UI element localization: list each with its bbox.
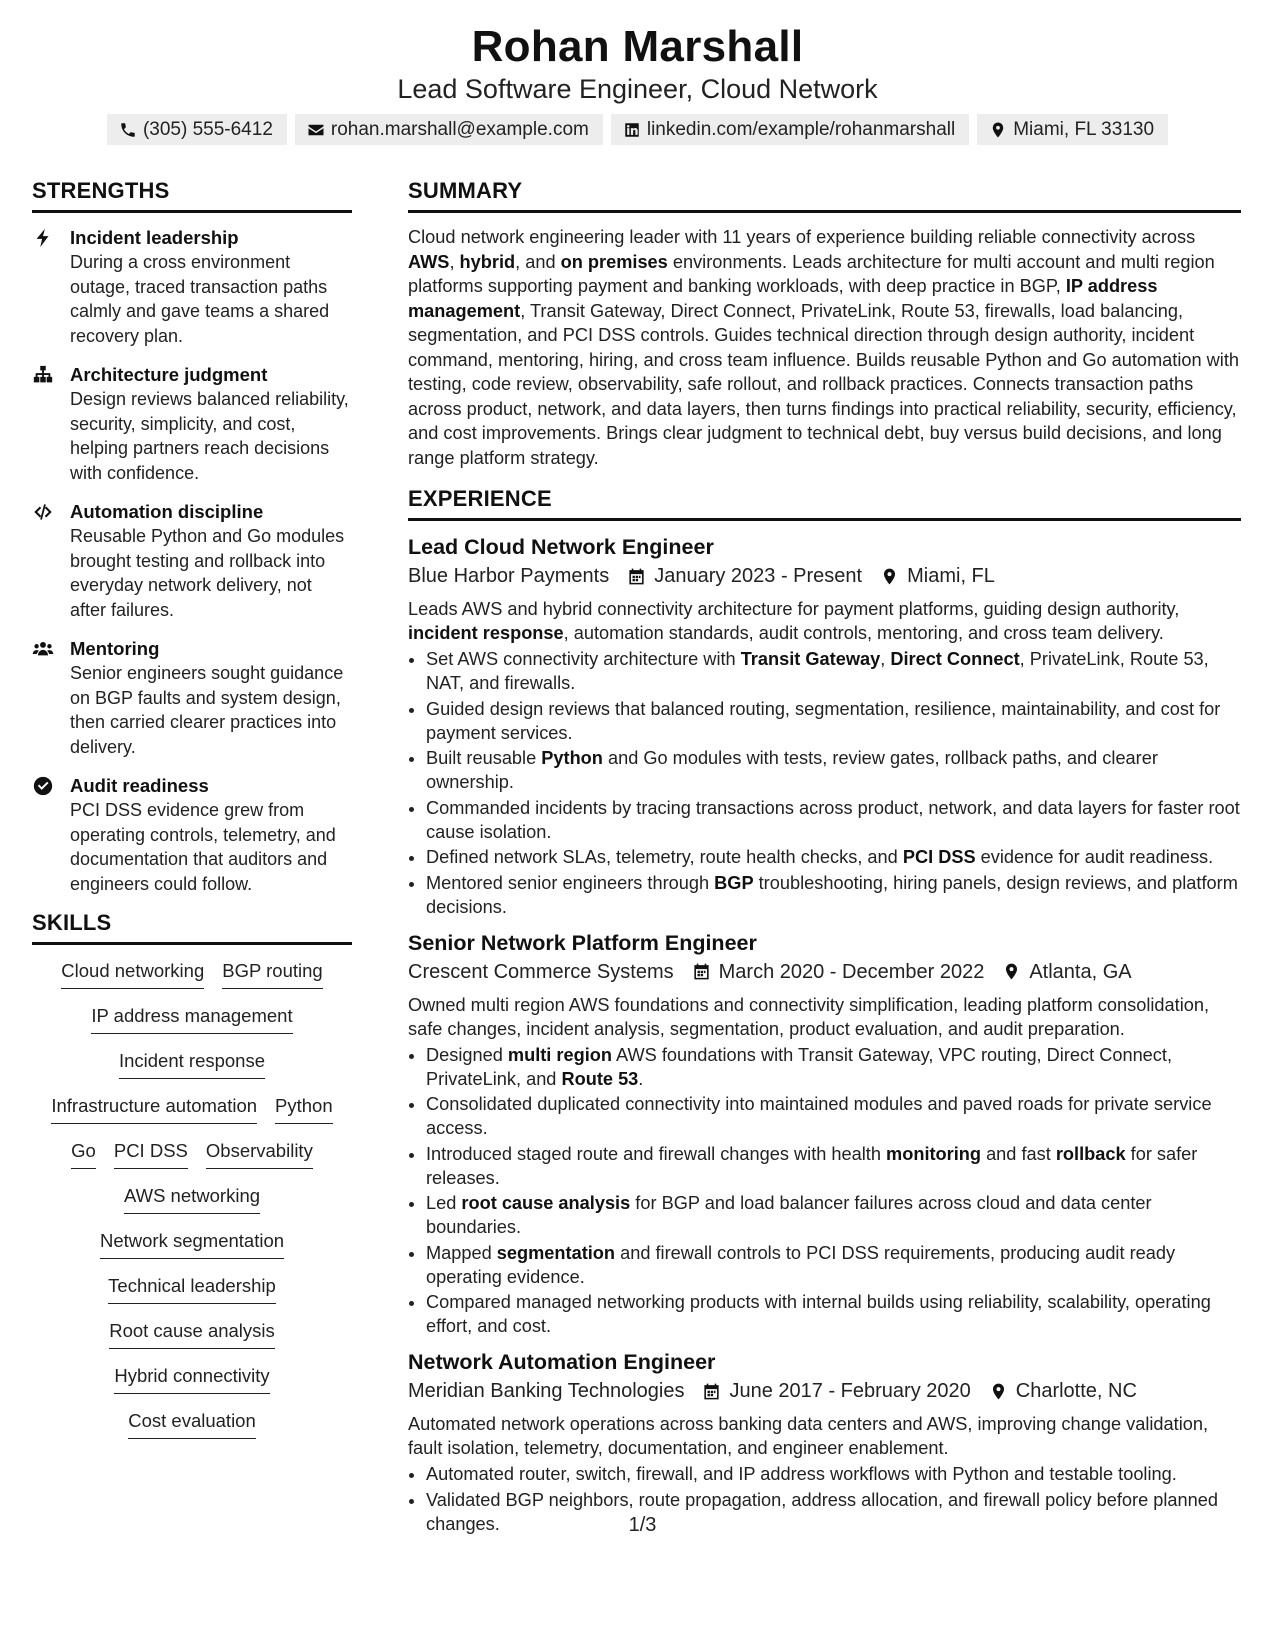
job-company: Meridian Banking Technologies	[408, 1380, 685, 1402]
job-company: Crescent Commerce Systems	[408, 960, 674, 983]
job-dates: March 2020 - December 2022	[718, 960, 985, 983]
strength-title: Automation discipline	[70, 501, 264, 522]
skill-row	[32, 1229, 352, 1274]
skill-row	[32, 1184, 352, 1229]
strength-item	[32, 773, 352, 896]
skill-row	[32, 1094, 352, 1139]
job-dates: January 2023 - Present	[654, 565, 863, 587]
job-title: Network Automation Engineer	[408, 1350, 716, 1374]
strength-title: Incident leadership	[70, 227, 239, 248]
job-description: Leads AWS and hybrid connectivity architecture for payment platforms, guiding design authority, incident response, automation standards, audit controls, mentoring, and cross team delivery.	[408, 599, 1180, 643]
job-bullet: • Set AWS connectivity architecture with Transit Gateway, Direct Connect, PrivateLink, Route 53, NAT, and firewalls.	[426, 647, 1241, 695]
map-pin-icon	[1002, 962, 1021, 981]
calendar-icon	[627, 567, 646, 586]
skill-tag: Cloud networking	[61, 959, 204, 989]
calendar-icon	[692, 962, 711, 981]
job-bullet: • Designed multi region AWS foundations with Transit Gateway, VPC routing, Direct Connect, PrivateLink, and Route 53.	[426, 1043, 1241, 1091]
skill-row	[32, 1049, 352, 1094]
job-bullet: • Defined network SLAs, telemetry, route health checks, and PCI DSS evidence for audit readiness.	[426, 845, 1241, 869]
job-bullet: • Commanded incidents by tracing transactions across product, network, and data layers for faster root cause isolation.	[426, 796, 1241, 844]
page-indicator: 1/3	[628, 1514, 657, 1536]
job-meta	[408, 957, 1241, 987]
strength-desc: PCI DSS evidence grew from operating controls, telemetry, and documentation that auditors and engineers could follow.	[70, 800, 336, 894]
skill-tag: Python	[275, 1094, 333, 1124]
skill-row	[32, 1139, 352, 1184]
job-bullet: • Compared managed networking products with internal builds using reliability, scalability, operating effort, and cost.	[426, 1290, 1241, 1338]
skills-list	[32, 959, 352, 1454]
contact-location	[977, 114, 1168, 145]
job-bullet: • Mapped segmentation and firewall controls to PCI DSS requirements, producing audit ready operating evidence.	[426, 1241, 1241, 1289]
email-text: rohan.marshall@example.com	[330, 119, 589, 140]
strength-item	[32, 499, 352, 622]
job-entry	[408, 533, 1241, 919]
skill-tag: PCI DSS	[114, 1139, 188, 1169]
strengths-list	[32, 225, 352, 896]
code-icon	[32, 501, 54, 523]
job-bullet: • Led root cause analysis for BGP and load balancer failures across cloud and data center boundaries.	[426, 1191, 1241, 1239]
linkedin-text: linkedin.com/example/rohanmarshall	[646, 119, 956, 140]
job-bullets	[408, 1043, 1241, 1339]
users-icon	[32, 638, 54, 660]
contact-bar	[0, 114, 1275, 145]
skill-tag: Network segmentation	[100, 1229, 284, 1259]
job-location: Atlanta, GA	[1029, 960, 1132, 983]
location-text: Miami, FL 33130	[1013, 119, 1155, 140]
job-title: Senior Network Platform Engineer	[408, 930, 757, 955]
right-column	[408, 178, 1241, 1546]
map-pin-icon	[880, 567, 899, 586]
job-company: Blue Harbor Payments	[408, 565, 610, 587]
job-bullet: • Consolidated duplicated connectivity into maintained modules and paved roads for private service access.	[426, 1092, 1241, 1140]
strength-desc: During a cross environment outage, traced transaction paths calmly and gave teams a shared recovery plan.	[70, 252, 330, 346]
skill-tag: Hybrid connectivity	[114, 1364, 269, 1394]
strength-desc: Reusable Python and Go modules brought testing and rollback into everyday network delivery, not after failures.	[70, 526, 345, 620]
strength-item	[32, 362, 352, 485]
skill-tag: BGP routing	[222, 959, 322, 989]
skill-tag: IP address management	[91, 1004, 292, 1034]
skill-tag: Cost evaluation	[128, 1409, 256, 1439]
calendar-icon	[702, 1382, 721, 1401]
strength-title: Audit readiness	[70, 775, 209, 796]
bolt-icon	[32, 227, 54, 249]
skills-heading: SKILLS	[32, 910, 352, 945]
check-circle-icon	[32, 775, 54, 797]
job-meta	[408, 561, 1241, 591]
job-location: Charlotte, NC	[1015, 1380, 1137, 1402]
contact-linkedin[interactable]	[611, 114, 969, 145]
skill-row	[32, 1364, 352, 1409]
job-description: Automated network operations across banking data centers and AWS, improving change validation, fault isolation, telemetry, documentation, and engineer enablement.	[408, 1414, 1209, 1458]
experience-list	[408, 533, 1241, 1536]
job-entry	[408, 929, 1241, 1339]
job-bullet: • Built reusable Python and Go modules with tests, review gates, rollback paths, and clearer ownership.	[426, 746, 1241, 794]
map-pin-icon	[989, 1382, 1008, 1401]
job-bullets	[408, 647, 1241, 919]
strength-item	[32, 225, 352, 348]
job-bullet: • Introduced staged route and firewall changes with health monitoring and fast rollback for safer releases.	[426, 1142, 1241, 1190]
job-bullet: • Guided design reviews that balanced routing, segmentation, resilience, maintainability, and cost for payment services.	[426, 697, 1241, 745]
strengths-heading: STRENGTHS	[32, 178, 352, 213]
skill-tag: Root cause analysis	[109, 1319, 275, 1349]
strength-title: Architecture judgment	[70, 364, 268, 385]
strength-desc: Design reviews balanced reliability, security, simplicity, and cost, helping partners reach decisions with confidence.	[70, 389, 349, 483]
summary-text: Cloud network engineering leader with 11 years of experience building reliable connectivity across AWS, hybrid, and on premises environments. Leads architecture for multi account and multi region platforms supporting payment and banking workloads, with deep practice in BGP, IP address management, Transit Gateway, Direct Connect, PrivateLink, Route 53, firewalls, load balancing, segmentation, and PCI DSS controls. Guides technical direction through design authority, incident command, mentoring, hiring, and cross team influence. Builds reusable Python and Go automation with testing, code review, observability, safe rollout, and rollback practices. Connects transaction paths across product, network, and data layers, then turns findings into practical reliability, security, efficiency, and cost improvements. Brings clear judgment to technical debt, buy versus build decisions, and long range platform strategy.	[408, 227, 1240, 468]
job-description: Owned multi region AWS foundations and connectivity simplification, leading platform consolidation, safe changes, incident analysis, segmentation, product evaluation, and audit preparation.	[408, 994, 1210, 1039]
contact-email[interactable]	[295, 114, 603, 145]
skill-tag: Technical leadership	[108, 1274, 276, 1304]
linkedin-icon	[623, 121, 641, 139]
sitemap-icon	[32, 364, 54, 386]
job-bullet: • Automated router, switch, firewall, and IP address workflows with Python and testable tooling.	[426, 1462, 1241, 1486]
strength-desc: Senior engineers sought guidance on BGP faults and system design, then carried clearer practices into delivery.	[70, 663, 344, 757]
summary-heading: SUMMARY	[408, 178, 1241, 213]
skill-tag: Go	[71, 1139, 96, 1169]
left-column	[32, 178, 352, 1454]
skill-tag: AWS networking	[124, 1184, 260, 1214]
skill-row	[32, 959, 352, 1004]
job-bullet: • Mentored senior engineers through BGP troubleshooting, hiring panels, design reviews, and platform decisions.	[426, 871, 1241, 919]
envelope-icon	[307, 121, 325, 139]
job-meta	[408, 1376, 1241, 1406]
skill-row	[32, 1319, 352, 1364]
skill-row	[32, 1409, 352, 1454]
contact-phone[interactable]	[107, 114, 287, 145]
candidate-name: Rohan Marshall	[471, 22, 804, 71]
skill-tag: Infrastructure automation	[51, 1094, 257, 1124]
skill-tag: Observability	[206, 1139, 313, 1169]
candidate-headline: Lead Software Engineer, Cloud Network	[397, 74, 878, 104]
skill-tag: Incident response	[119, 1049, 265, 1079]
job-title: Lead Cloud Network Engineer	[408, 535, 714, 559]
job-bullet: • Validated BGP neighbors, route propagation, address allocation, and firewall policy before planned changes.	[426, 1488, 1241, 1536]
map-pin-icon	[989, 121, 1007, 139]
job-location: Miami, FL	[907, 565, 995, 587]
skill-row	[32, 1004, 352, 1049]
strength-item	[32, 636, 352, 759]
strength-title: Mentoring	[70, 638, 160, 659]
phone-text: (305) 555-6412	[142, 119, 273, 140]
skill-row	[32, 1274, 352, 1319]
job-dates: June 2017 - February 2020	[729, 1380, 971, 1402]
experience-heading: EXPERIENCE	[408, 486, 1241, 521]
phone-icon	[119, 121, 137, 139]
job-entry	[408, 1348, 1241, 1536]
